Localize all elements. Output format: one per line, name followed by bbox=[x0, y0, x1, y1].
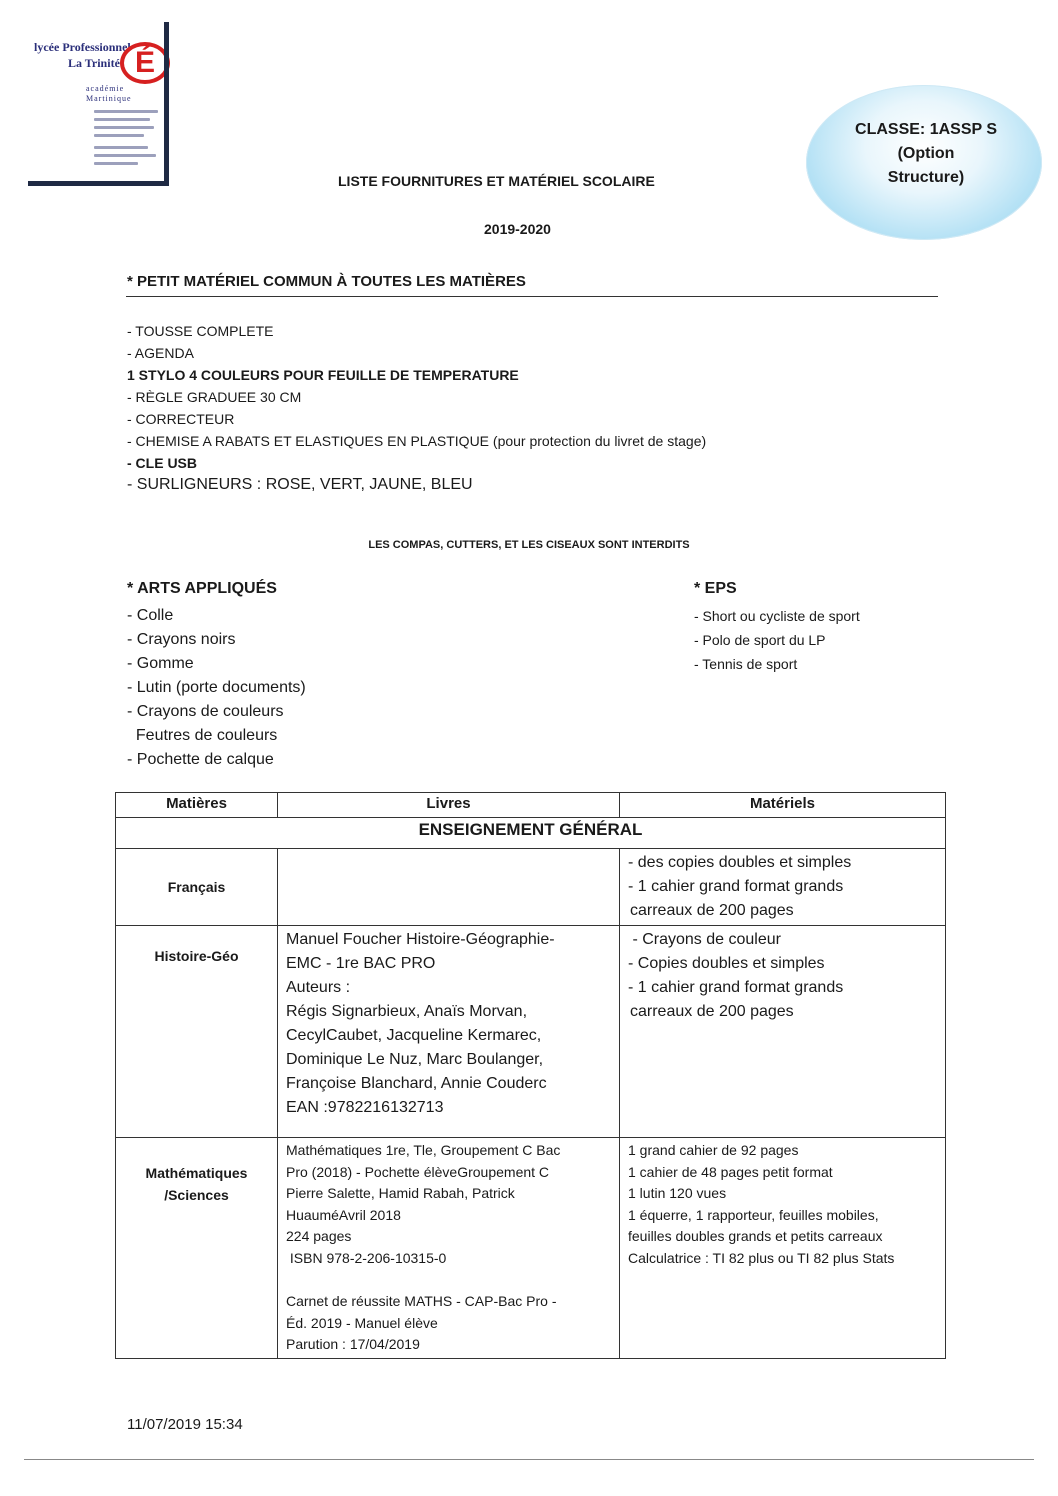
cell-line: 1 lutin 120 vues bbox=[628, 1185, 727, 1201]
logo-line-2: La Trinité bbox=[68, 56, 120, 70]
column-header: Matières bbox=[116, 793, 278, 818]
cell-line: Éd. 2019 - Manuel élève bbox=[286, 1314, 438, 1331]
cell-line: Régis Signarbieux, Anaïs Morvan, bbox=[286, 1003, 528, 1020]
subject-line: Mathématiques bbox=[145, 1165, 248, 1181]
cell-line: Manuel Foucher Histoire-Géographie- bbox=[286, 931, 555, 948]
education-e-mark: É bbox=[120, 42, 170, 84]
class-badge-line: CLASSE: 1ASSP S bbox=[855, 121, 997, 138]
cell-line: Françoise Blanchard, Annie Couderc bbox=[286, 1075, 547, 1092]
table-row bbox=[116, 926, 946, 1138]
cell-line: - Crayons de couleur bbox=[628, 931, 781, 948]
logo-frame-right bbox=[164, 22, 169, 186]
class-badge-line: (Option bbox=[897, 145, 955, 162]
cell-line: EMC - 1re BAC PRO bbox=[286, 955, 436, 972]
document-title: LISTE FOURNITURES ET MATÉRIEL SCOLAIRE bbox=[338, 173, 655, 189]
list-item: - Short ou cycliste de sport bbox=[694, 608, 860, 624]
cell-line: Carnet de réussite MATHS - CAP-Bac Pro - bbox=[286, 1293, 557, 1309]
school-logo bbox=[28, 22, 160, 182]
cell-line: Auteurs : bbox=[286, 979, 351, 996]
table-header-row bbox=[116, 793, 946, 818]
logo-fine-print bbox=[94, 154, 156, 157]
list-item: Feutres de couleurs bbox=[127, 727, 278, 744]
cell-line: Pro (2018) - Pochette élèveGroupement C bbox=[286, 1163, 550, 1180]
logo-fine-print bbox=[94, 134, 144, 137]
books-cell bbox=[278, 1138, 620, 1359]
list-item: - Gomme bbox=[127, 655, 194, 672]
cell-line: - 1 cahier grand format grands bbox=[628, 878, 844, 895]
list-item: 1 STYLO 4 COULEURS POUR FEUILLE DE TEMPERATURE bbox=[127, 367, 519, 383]
class-badge bbox=[826, 118, 1026, 190]
cell-line: 1 équerre, 1 rapporteur, feuilles mobiles, bbox=[628, 1206, 879, 1223]
list-item: - Lutin (porte documents) bbox=[127, 679, 306, 696]
list-item: - TOUSSE COMPLETE bbox=[127, 323, 274, 339]
subject-cell: Histoire-Géo bbox=[116, 926, 278, 1138]
cell-line: HuauméAvril 2018 bbox=[286, 1206, 401, 1223]
cell-line: carreaux de 200 pages bbox=[630, 1003, 794, 1020]
materials-cell bbox=[620, 1138, 946, 1359]
materials-cell bbox=[620, 849, 946, 926]
common-supplies-list bbox=[127, 320, 706, 496]
cell-line: feuilles doubles grands et petits carreaux bbox=[628, 1228, 883, 1244]
print-timestamp: 11/07/2019 15:34 bbox=[127, 1416, 243, 1433]
cell-line: - des copies doubles et simples bbox=[628, 854, 852, 871]
common-supplies-heading: * PETIT MATÉRIEL COMMUN À TOUTES LES MATIÈRES bbox=[127, 273, 526, 290]
materials-cell bbox=[620, 926, 946, 1138]
list-item: - Crayons de couleurs bbox=[127, 703, 284, 720]
arts-supplies-list bbox=[127, 604, 306, 772]
logo-fine-print bbox=[94, 126, 154, 129]
subject-line: /Sciences bbox=[164, 1187, 229, 1203]
subject-cell bbox=[116, 1138, 278, 1359]
supplies-table bbox=[115, 792, 946, 1359]
list-item: - AGENDA bbox=[127, 345, 194, 361]
arts-heading: * ARTS APPLIQUÉS bbox=[127, 580, 277, 597]
school-year: 2019-2020 bbox=[484, 221, 551, 237]
logo-academy: académie bbox=[86, 84, 125, 93]
cell-line: 224 pages bbox=[286, 1228, 352, 1244]
list-item: - CORRECTEUR bbox=[127, 411, 235, 427]
table-section-row bbox=[116, 818, 946, 849]
list-item: - Polo de sport du LP bbox=[694, 632, 826, 648]
section-label: ENSEIGNEMENT GÉNÉRAL bbox=[116, 818, 946, 849]
subject-cell: Français bbox=[116, 849, 278, 926]
cell-line: ISBN 978-2-206-10315-0 bbox=[286, 1249, 447, 1266]
cell-line: EAN :9782216132713 bbox=[286, 1099, 444, 1116]
forbidden-items-notice: LES COMPAS, CUTTERS, ET LES CISEAUX SONT INTERDITS bbox=[368, 539, 690, 551]
logo-frame-bottom bbox=[28, 181, 169, 186]
list-item: - Tennis de sport bbox=[694, 656, 798, 672]
table-row bbox=[116, 849, 946, 926]
list-item: - RÈGLE GRADUEE 30 CM bbox=[127, 389, 302, 405]
logo-region: Martinique bbox=[86, 94, 132, 103]
column-header: Matériels bbox=[620, 793, 946, 818]
cell-spacer bbox=[286, 1269, 611, 1291]
list-item: - SURLIGNEURS : ROSE, VERT, JAUNE, BLEU bbox=[127, 476, 473, 493]
table-row bbox=[116, 1138, 946, 1359]
cell-line: Pierre Salette, Hamid Rabah, Patrick bbox=[286, 1185, 515, 1201]
column-header: Livres bbox=[278, 793, 620, 818]
logo-fine-print bbox=[94, 146, 148, 149]
list-item: - CLE USB bbox=[127, 455, 197, 471]
footer-divider bbox=[24, 1459, 1034, 1460]
cell-line: 1 grand cahier de 92 pages bbox=[628, 1142, 799, 1158]
cell-line: 1 cahier de 48 pages petit format bbox=[628, 1163, 833, 1180]
cell-line: Parution : 17/04/2019 bbox=[286, 1336, 420, 1352]
logo-fine-print bbox=[94, 110, 158, 113]
books-cell bbox=[278, 926, 620, 1138]
eps-heading: * EPS bbox=[694, 580, 737, 597]
list-item: - CHEMISE A RABATS ET ELASTIQUES EN PLASTIQUE (pour protection du livret de stage) bbox=[127, 433, 707, 449]
list-item: - Colle bbox=[127, 607, 174, 624]
cell-line: carreaux de 200 pages bbox=[630, 902, 794, 919]
logo-fine-print bbox=[94, 118, 150, 121]
logo-fine-print bbox=[94, 162, 138, 165]
eps-supplies-list bbox=[694, 604, 860, 676]
logo-line-1: lycée Professionnel bbox=[34, 40, 131, 54]
list-item: - Pochette de calque bbox=[127, 751, 274, 768]
cell-line: - Copies doubles et simples bbox=[628, 955, 825, 972]
cell-line: Dominique Le Nuz, Marc Boulanger, bbox=[286, 1051, 544, 1068]
list-item: - Crayons noirs bbox=[127, 631, 236, 648]
cell-line: Calculatrice : TI 82 plus ou TI 82 plus Stats bbox=[628, 1249, 895, 1266]
cell-line: Mathématiques 1re, Tle, Groupement C Bac bbox=[286, 1142, 561, 1158]
cell-line: - 1 cahier grand format grands bbox=[628, 979, 844, 996]
cell-line: CecylCaubet, Jacqueline Kermarec, bbox=[286, 1027, 542, 1044]
books-cell bbox=[278, 849, 620, 926]
heading-divider bbox=[126, 296, 938, 297]
class-badge-line: Structure) bbox=[887, 169, 965, 186]
